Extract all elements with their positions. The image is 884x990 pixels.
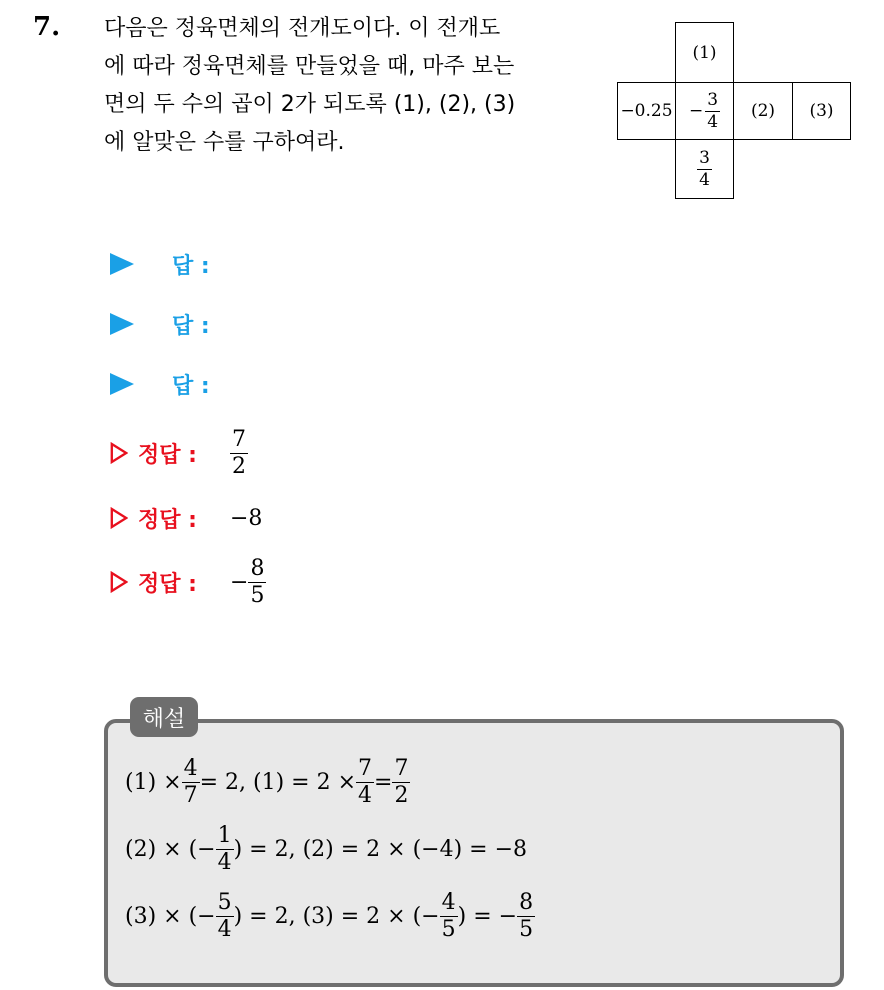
fraction-numerator: 7 <box>232 426 246 452</box>
play-triangle-icon <box>110 373 134 395</box>
outline-triangle-icon <box>110 571 128 593</box>
net-cell-left-text: −0.25 <box>620 101 673 121</box>
correct-answer-value <box>230 426 248 479</box>
expr-fraction <box>517 892 535 941</box>
fraction-denominator: 5 <box>441 917 456 942</box>
net-cell-left <box>617 82 676 140</box>
expr-fraction <box>440 892 458 941</box>
answer-fraction <box>230 426 248 479</box>
correct-answer-label: 정답 : <box>138 442 197 468</box>
fraction-numerator: 8 <box>250 555 265 581</box>
fraction-denominator: 5 <box>250 582 265 608</box>
answer-sign: − <box>230 569 249 595</box>
expr-fraction <box>356 758 374 807</box>
net-cell-bottom <box>675 139 734 199</box>
expr-text: = <box>374 770 393 795</box>
answer-label: 답 : <box>172 313 210 339</box>
fraction-denominator: 2 <box>232 453 246 479</box>
net-center-sign: − <box>688 101 704 121</box>
net-cell-right2 <box>792 82 851 140</box>
net-cell-right1 <box>733 82 793 140</box>
expr-text: = 2, (1) = 2 × <box>199 770 357 795</box>
correct-answer-label: 정답 : <box>138 507 197 533</box>
fraction-denominator: 5 <box>519 917 534 942</box>
fraction-denominator: 4 <box>358 783 373 808</box>
net-cell-right2-text: (3) <box>809 101 834 121</box>
net-bottom-fraction <box>697 147 712 190</box>
fraction-denominator: 2 <box>394 783 409 808</box>
expr-text: (1) × <box>125 770 182 795</box>
expr-fraction <box>216 892 234 941</box>
fraction-numerator: 7 <box>394 756 409 781</box>
answer-row-1 <box>110 246 210 282</box>
expr-text: (3) × (− <box>125 904 216 929</box>
net-cell-center <box>675 82 734 140</box>
correct-answer-value <box>230 555 266 608</box>
answer-label: 답 : <box>172 253 210 279</box>
correct-answer-label: 정답 : <box>138 571 197 597</box>
question-line: 다음은 정육면체의 전개도이다. 이 전개도 <box>104 16 501 41</box>
expr-fraction <box>182 758 200 807</box>
expr-text: ) = − <box>457 904 518 929</box>
net-cell-top-text: (1) <box>692 42 717 63</box>
net-cell-top <box>675 22 734 83</box>
expr-fraction <box>392 758 410 807</box>
explanation-line-2 <box>125 825 527 874</box>
net-center-fraction <box>705 89 720 132</box>
fraction-denominator: 4 <box>699 169 710 190</box>
fraction-numerator: 8 <box>519 890 534 915</box>
answer-row-3 <box>110 366 210 402</box>
expr-text: ) = 2, (2) = 2 × (−4) = −8 <box>233 837 528 862</box>
question-text <box>104 10 594 162</box>
correct-answer-row-1 <box>110 428 248 478</box>
question-line: 에 알맞은 수를 구하여라. <box>104 130 345 155</box>
correct-answer-row-3 <box>110 557 266 607</box>
explanation-tag: 해설 <box>130 697 198 737</box>
expr-fraction <box>216 825 234 874</box>
question-line: 면의 두 수의 곱이 2가 되도록 (1), (2), (3) <box>104 92 516 117</box>
question-number: 7. <box>33 12 61 42</box>
question-line: 에 따라 정육면체를 만들었을 때, 마주 보는 <box>104 54 515 79</box>
fraction-numerator: 3 <box>707 89 719 110</box>
correct-answer-value: −8 <box>230 505 263 531</box>
fraction-numerator: 4 <box>183 756 198 781</box>
fraction-numerator: 7 <box>358 756 373 781</box>
fraction-denominator: 4 <box>217 917 232 942</box>
expr-text: ) = 2, (3) = 2 × (− <box>233 904 440 929</box>
play-triangle-icon <box>110 313 134 335</box>
answer-row-2 <box>110 306 210 342</box>
play-triangle-icon <box>110 253 134 275</box>
fraction-denominator: 4 <box>707 111 719 132</box>
answer-fraction <box>248 555 266 608</box>
correct-answer-row-2 <box>110 500 262 536</box>
fraction-denominator: 4 <box>217 850 232 875</box>
fraction-numerator: 4 <box>441 890 456 915</box>
answer-label: 답 : <box>172 373 210 399</box>
expr-text: (2) × (− <box>125 837 216 862</box>
explanation-line-1 <box>125 758 410 807</box>
fraction-numerator: 3 <box>699 147 710 168</box>
explanation-line-3 <box>125 892 535 941</box>
outline-triangle-icon <box>110 442 128 464</box>
net-cell-right1-text: (2) <box>750 101 776 121</box>
fraction-numerator: 1 <box>217 823 232 848</box>
fraction-denominator: 7 <box>183 783 198 808</box>
outline-triangle-icon <box>110 507 128 529</box>
fraction-numerator: 5 <box>217 890 232 915</box>
